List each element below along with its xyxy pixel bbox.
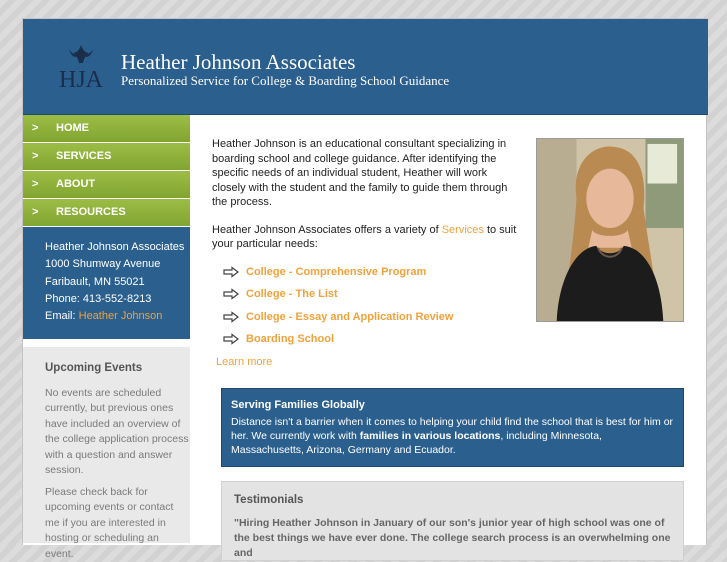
learn-more-link[interactable]: Learn more <box>216 356 273 368</box>
intro-paragraph: Heather Johnson is an educational consultant specializing in boarding school and college guidance. After identifying the specific needs of an individual student, Heather will work closely with the student and the family to guide them through the process. <box>212 138 508 208</box>
arrow-right-icon <box>223 334 239 344</box>
services-link[interactable]: Services <box>441 223 484 236</box>
services-intro-text: Heather Johnson Associates offers a variety of <box>212 223 442 236</box>
events-text: Please check back for upcoming events or contact me if you are interested in hosting or scheduling an event. <box>45 485 174 560</box>
services-intro <box>212 223 522 252</box>
page <box>22 18 707 560</box>
nav-item-label: ABOUT <box>56 178 96 190</box>
service-link[interactable]: College - Essay and Application Review <box>246 310 454 323</box>
portrait-photo <box>536 138 684 322</box>
sidebar <box>23 115 190 560</box>
upcoming-events <box>23 347 190 560</box>
service-link[interactable]: College - The List <box>246 288 338 300</box>
nav-item-services[interactable] <box>23 143 190 170</box>
serving-heading: Serving Families Globally <box>231 399 365 411</box>
services-intro-text: to suit your particular needs: <box>212 223 517 250</box>
chevron-right-icon: > <box>32 178 39 190</box>
contact-phone: Phone: 413-552-8213 <box>45 292 152 305</box>
locations-link[interactable]: families in various locations <box>359 430 501 442</box>
list-item[interactable] <box>212 306 522 329</box>
site-header <box>23 19 708 115</box>
testimonials-heading: Testimonials <box>234 494 304 506</box>
email-label: Email: <box>45 310 76 323</box>
chevron-right-icon: > <box>32 122 39 134</box>
list-item[interactable] <box>212 283 522 306</box>
email-link[interactable]: Heather Johnson <box>78 310 163 323</box>
contact-street: 1000 Shumway Avenue <box>45 258 161 271</box>
chevron-right-icon: > <box>32 150 39 162</box>
nav-item-home[interactable] <box>23 115 190 142</box>
nav-item-label: SERVICES <box>56 150 112 162</box>
service-link[interactable]: Boarding School <box>246 333 334 345</box>
main-nav <box>23 115 190 226</box>
nav-item-about[interactable] <box>23 171 190 198</box>
contact-email-row <box>45 308 190 325</box>
contact-name: Heather Johnson Associates <box>45 241 185 253</box>
arrow-right-icon <box>223 289 239 299</box>
nav-item-resources[interactable] <box>23 199 190 226</box>
hja-logo-icon[interactable] <box>49 43 113 93</box>
nav-item-label: RESOURCES <box>56 206 126 218</box>
logo-text: HJA <box>58 67 104 93</box>
events-heading: Upcoming Events <box>45 362 143 375</box>
testimonial-quote: "Hiring Heather Johnson in January of our son's junior year of high school was one of the best things we have ever done. The college search process is an overwhelming one and <box>234 517 671 559</box>
arrow-right-icon <box>223 267 239 277</box>
arrow-right-icon <box>223 312 239 322</box>
contact-box <box>23 227 190 339</box>
nav-item-label: HOME <box>56 122 89 134</box>
serving-text-part: , including Minnesota, Massachusetts, Arizona, Germany and Ecuador. <box>231 430 602 456</box>
site-subtitle: Personalized Service for College & Boarding School Guidance <box>121 73 450 88</box>
chevron-right-icon: > <box>32 206 39 218</box>
site-title: Heather Johnson Associates <box>121 50 356 74</box>
testimonials-box <box>221 481 684 561</box>
main-content <box>212 137 522 351</box>
events-text: No events are scheduled currently, but previous ones have included an overview of the college application process with a question and answer session. <box>45 386 189 477</box>
service-link[interactable]: College - Comprehensive Program <box>246 265 427 278</box>
services-list <box>212 261 522 351</box>
serving-text <box>231 415 674 457</box>
list-item[interactable] <box>212 261 522 284</box>
serving-families-box <box>221 388 684 467</box>
contact-city: Faribault, MN 55021 <box>45 275 145 288</box>
list-item[interactable] <box>212 328 522 351</box>
serving-text-part: Distance isn't a barrier when it comes to helping your child find the school that is best for him or her. We currently work with <box>231 416 674 442</box>
